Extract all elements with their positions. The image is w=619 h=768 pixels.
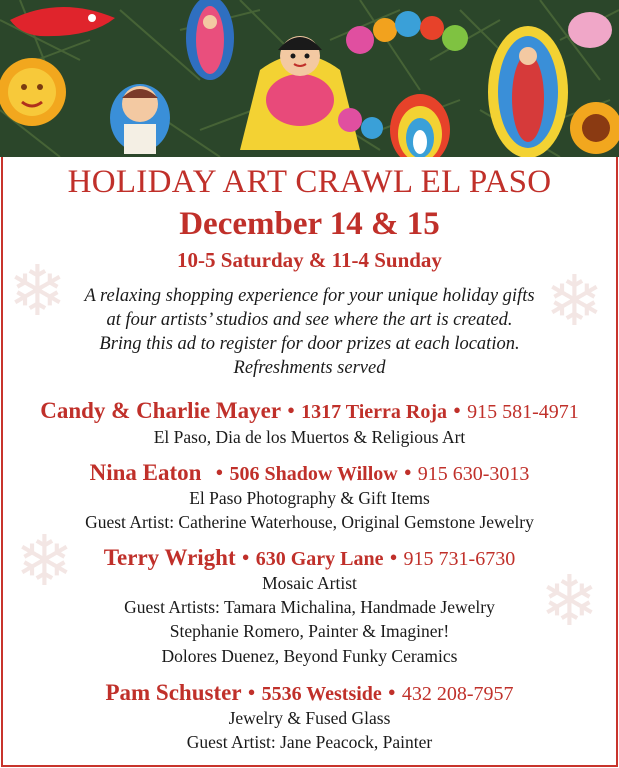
artist-3-detail-4: Dolores Duenez, Beyond Funky Ceramics <box>161 646 458 666</box>
bullet-separator: • <box>387 680 396 705</box>
artist-name: Terry Wright <box>103 545 236 570</box>
artist-name: Candy & Charlie Mayer <box>40 398 282 423</box>
artist-2-detail-2: Guest Artist: Catherine Waterhouse, Original Gemstone Jewelry <box>85 512 534 532</box>
snowflake-icon: ❄ <box>8 250 67 332</box>
bullet-separator: • <box>215 460 224 485</box>
artist-name: Pam Schuster <box>105 680 242 705</box>
snowflake-icon: ❄ <box>545 260 604 342</box>
event-hours: 10-5 Saturday & 11-4 Sunday <box>177 248 442 272</box>
bullet-separator: • <box>403 460 412 485</box>
artist-1-heading <box>0 398 619 424</box>
artist-address: 1317 Tierra Roja <box>301 401 448 423</box>
event-title: HOLIDAY ART CRAWL EL PASO <box>67 164 552 200</box>
artist-address: 506 Shadow Willow <box>229 463 398 485</box>
artist-1-detail-1: El Paso, Dia de los Muertos & Religious Art <box>153 427 466 447</box>
artist-3-heading <box>0 545 619 571</box>
artist-4-heading <box>0 680 619 706</box>
event-dates: December 14 & 15 <box>179 206 440 242</box>
artist-name: Nina Eaton <box>89 460 202 485</box>
bullet-separator: • <box>247 680 256 705</box>
artist-3-detail-1: Mosaic Artist <box>262 573 357 593</box>
artist-3-detail-2: Guest Artists: Tamara Michalina, Handmade Jewelry <box>124 597 495 617</box>
artist-2-detail-1: El Paso Photography & Gift Items <box>189 488 430 508</box>
intro-line-2: at four artists’ studios and see where the art is created. <box>106 310 513 330</box>
artist-3-detail-3: Stephanie Romero, Painter & Imaginer! <box>169 621 450 641</box>
artist-2-heading <box>0 460 619 486</box>
bullet-separator: • <box>241 545 250 570</box>
snowflake-icon: ❄ <box>540 560 599 642</box>
intro-line-4: Refreshments served <box>233 358 386 378</box>
artist-4-detail-2: Guest Artist: Jane Peacock, Painter <box>186 732 433 752</box>
bullet-separator: • <box>389 545 398 570</box>
artist-4-detail-1: Jewelry & Fused Glass <box>228 708 391 728</box>
intro-line-3: Bring this ad to register for door prizes at each location. <box>99 334 520 354</box>
bullet-separator: • <box>287 398 296 423</box>
snowflake-icon: ❄ <box>15 520 74 602</box>
intro-line-1: A relaxing shopping experience for your unique holiday gifts <box>84 286 535 306</box>
artist-address: 5536 Westside <box>261 683 382 705</box>
artist-address: 630 Gary Lane <box>255 548 384 570</box>
artist-phone: 432 208-7957 <box>401 683 514 705</box>
artist-phone: 915 731-6730 <box>403 548 516 570</box>
ornament-painting-banner <box>0 0 619 157</box>
artist-phone: 915 630-3013 <box>417 463 530 485</box>
artist-phone: 915 581-4971 <box>467 401 579 423</box>
bullet-separator: • <box>453 398 462 423</box>
